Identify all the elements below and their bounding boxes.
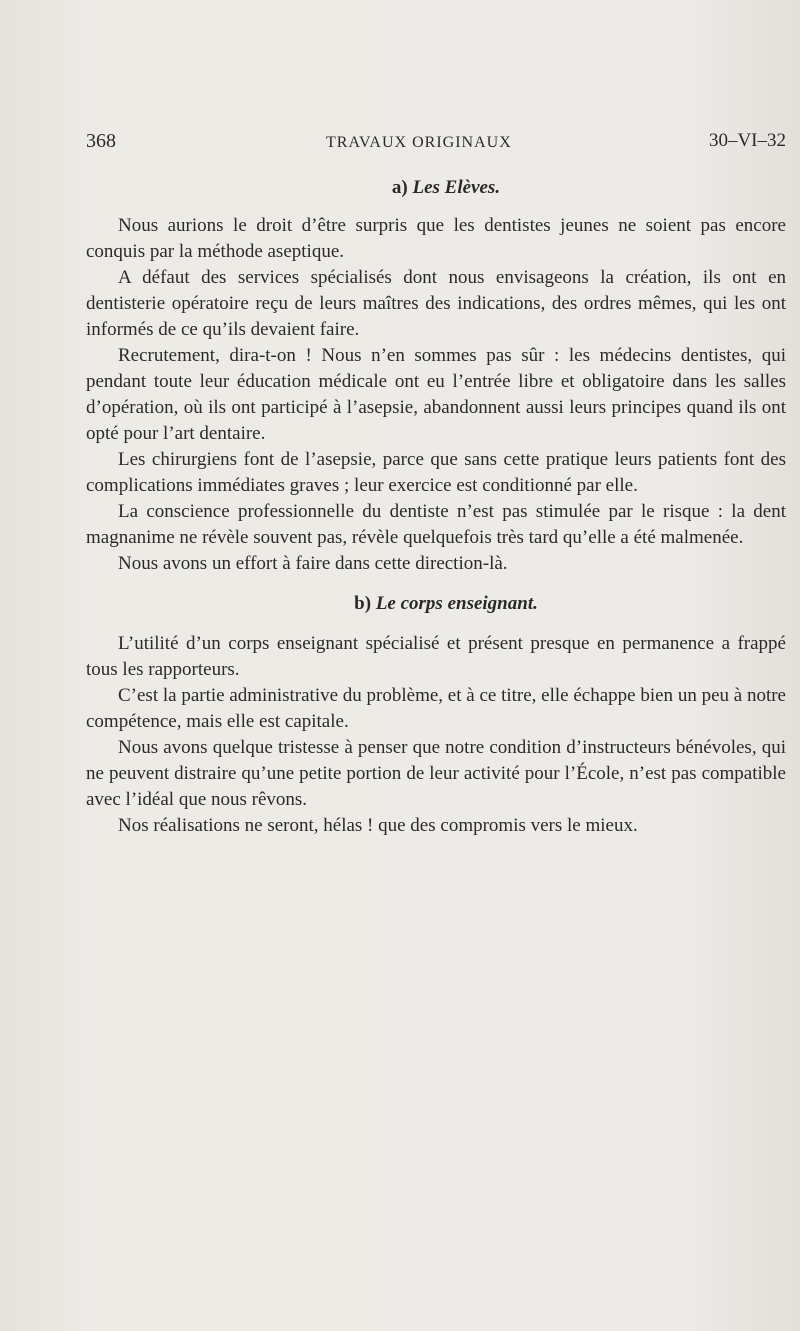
section-b-letter: b): [354, 593, 372, 614]
page-body: [86, 175, 786, 839]
section-b-name: Le corps enseignant.: [375, 593, 538, 614]
section-a-title: [86, 175, 786, 201]
paragraph: Nos réalisations ne seront, hélas ! que des compromis vers le mieux.: [118, 815, 638, 836]
paragraph: Recrutement, dira-t-on ! Nous n’en sommes pas sûr : les médecins dentistes, qui pendant toute leur éducation médicale ont eu l’entrée libre et obligatoire dans les salles d’opération, où ils ont participé à l’asepsie, abandonnent aussi leurs principes quand ils ont opté pour l’art dentaire.: [86, 345, 786, 444]
paragraph: Nous avons quelque tristesse à penser que notre condition d’instructeurs bénévoles, qui ne peuvent distraire qu’une petite portion de leur activité pour l’École, n’est pas compatible avec l’idéal que nous rêvons.: [86, 737, 786, 810]
section-b-title: [86, 591, 786, 617]
section-a-letter: a): [391, 177, 408, 198]
page-header: [86, 130, 786, 154]
paragraph: L’utilité d’un corps enseignant spécialisé et présent presque en permanence a frappé tous les rapporteurs.: [86, 633, 786, 680]
section-a-name: Les Elèves.: [412, 177, 501, 198]
running-title: TRAVAUX ORIGINAUX: [326, 134, 512, 151]
page-number: 368: [86, 130, 116, 152]
paragraph: A défaut des services spécialisés dont nous envisageons la création, ils ont en dentisterie opératoire reçu de leurs maîtres des indications, des ordres mêmes, qui les ont informés de ce qu’ils devaient faire.: [86, 267, 786, 340]
paragraph: Nous aurions le droit d’être surpris que les dentistes jeunes ne soient pas encore conquis par la méthode aseptique.: [86, 215, 786, 262]
paragraph: C’est la partie administrative du problème, et à ce titre, elle échappe bien un peu à notre compétence, mais elle est capitale.: [86, 685, 786, 732]
paragraph: Nous avons un effort à faire dans cette direction-là.: [118, 553, 508, 574]
paragraph: Les chirurgiens font de l’asepsie, parce que sans cette pratique leurs patients font des complications immédiates graves ; leur exercice est conditionné par elle.: [86, 449, 786, 496]
paragraph: La conscience professionnelle du dentiste n’est pas stimulée par le risque : la dent magnanime ne révèle souvent pas, révèle quelquefois très tard qu’elle a été malmenée.: [86, 501, 786, 548]
header-date: 30–VI–32: [708, 130, 786, 151]
